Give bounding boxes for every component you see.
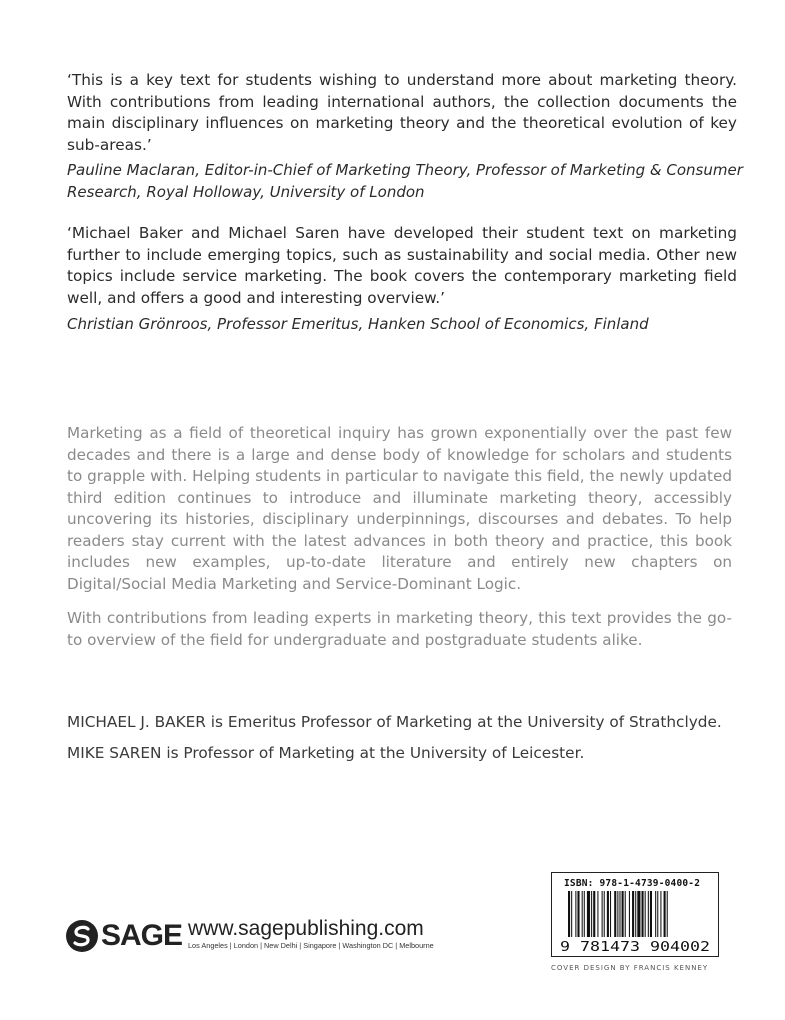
barcode-bar <box>582 891 583 937</box>
barcode-bar <box>629 891 630 937</box>
barcode-bar <box>591 891 592 937</box>
barcode-bar <box>619 891 620 937</box>
barcode-bar <box>650 891 652 937</box>
barcode-bar <box>622 891 624 937</box>
barcode-bar <box>587 891 590 937</box>
isbn-barcode <box>551 872 719 957</box>
sage-logo-text: SAGE <box>101 919 183 952</box>
author-bio: MICHAEL J. BAKER is Emeritus Professor of Marketing at the University of Strathclyde. <box>67 713 722 731</box>
publisher-cities: Los Angeles | London | New Delhi | Singapore | Washington DC | Melbourne <box>188 941 434 950</box>
barcode-bar <box>655 891 656 937</box>
barcode-bar <box>664 891 666 937</box>
barcode-bar <box>635 891 636 937</box>
endorsement-quote: ‘This is a key text for students wishing to understand more about marketing theory. With contributions from leading international authors, the collection documents the main disciplinary influences on marketing theory and the theoretical evolution of key sub-areas.’ <box>67 71 737 154</box>
barcode-bar <box>568 891 570 937</box>
barcode-bars <box>568 891 668 937</box>
barcode-bar <box>575 891 576 937</box>
sage-logo <box>65 918 182 954</box>
barcode-bar <box>593 891 595 937</box>
barcode-bar <box>584 891 585 937</box>
barcode-bar <box>577 891 579 937</box>
barcode-bar <box>637 891 640 937</box>
barcode-bar <box>625 891 626 937</box>
endorsement-attribution: Pauline Maclaran, Editor-in-Chief of Marketing Theory, Professor of Marketing & Consumer Research, Royal Holloway, University of London <box>67 161 743 201</box>
barcode-bar <box>614 891 616 937</box>
sage-s-icon <box>65 919 99 953</box>
barcode-bar <box>667 891 668 937</box>
barcode-bar <box>632 891 634 937</box>
barcode-bar <box>617 891 618 937</box>
barcode-bar <box>648 891 649 937</box>
barcode-digits: 9 781473 904002 <box>560 940 710 953</box>
cover-credit: COVER DESIGN BY FRANCIS KENNEY <box>551 964 709 972</box>
book-description: Marketing as a field of theoretical inquiry has grown exponentially over the past few decades and there is a large and dense body of knowledge for scholars and students to grapple with. Helping students in particular to navigate this field, the newly updated third edition continues to introduce and illuminate marketing theory, accessibly uncovering its histories, disciplinary underpinnings, discourses and debates. To help readers stay current with the latest advances in both theory and practice, this book includes new examples, up-to-date literature and entirely new chapters on Digital/Social Media Marketing and Service-Dominant Logic. <box>67 424 732 593</box>
barcode-bar <box>642 891 644 937</box>
endorsement-quote: ‘Michael Baker and Michael Saren have developed their student text on marketing further to include emerging topics, such as sustainability and social media. Other new topics include service marketing. The book covers the contemporary marketing field well, and offers a good and interesting overview.’ <box>67 224 737 307</box>
barcode-bar <box>571 891 572 937</box>
barcode-bar <box>610 891 611 937</box>
book-description: With contributions from leading experts in marketing theory, this text provides the go-to overview of the field for undergraduate and postgraduate students alike. <box>67 609 732 649</box>
barcode-bar <box>602 891 603 937</box>
barcode-bar <box>597 891 598 937</box>
barcode-bar <box>657 891 658 937</box>
barcode-bar <box>645 891 646 937</box>
author-bio: MIKE SAREN is Professor of Marketing at the University of Leicester. <box>67 744 585 762</box>
barcode-bar <box>660 891 661 937</box>
endorsement-attribution: Christian Grönroos, Professor Emeritus, Hanken School of Economics, Finland <box>67 315 649 333</box>
publisher-url: www.sagepublishing.com <box>188 917 424 940</box>
barcode-bar <box>604 891 605 937</box>
barcode-bar <box>607 891 609 937</box>
barcode-graphic <box>558 891 712 953</box>
isbn-label: ISBN: 978-1-4739-0400-2 <box>564 878 701 889</box>
